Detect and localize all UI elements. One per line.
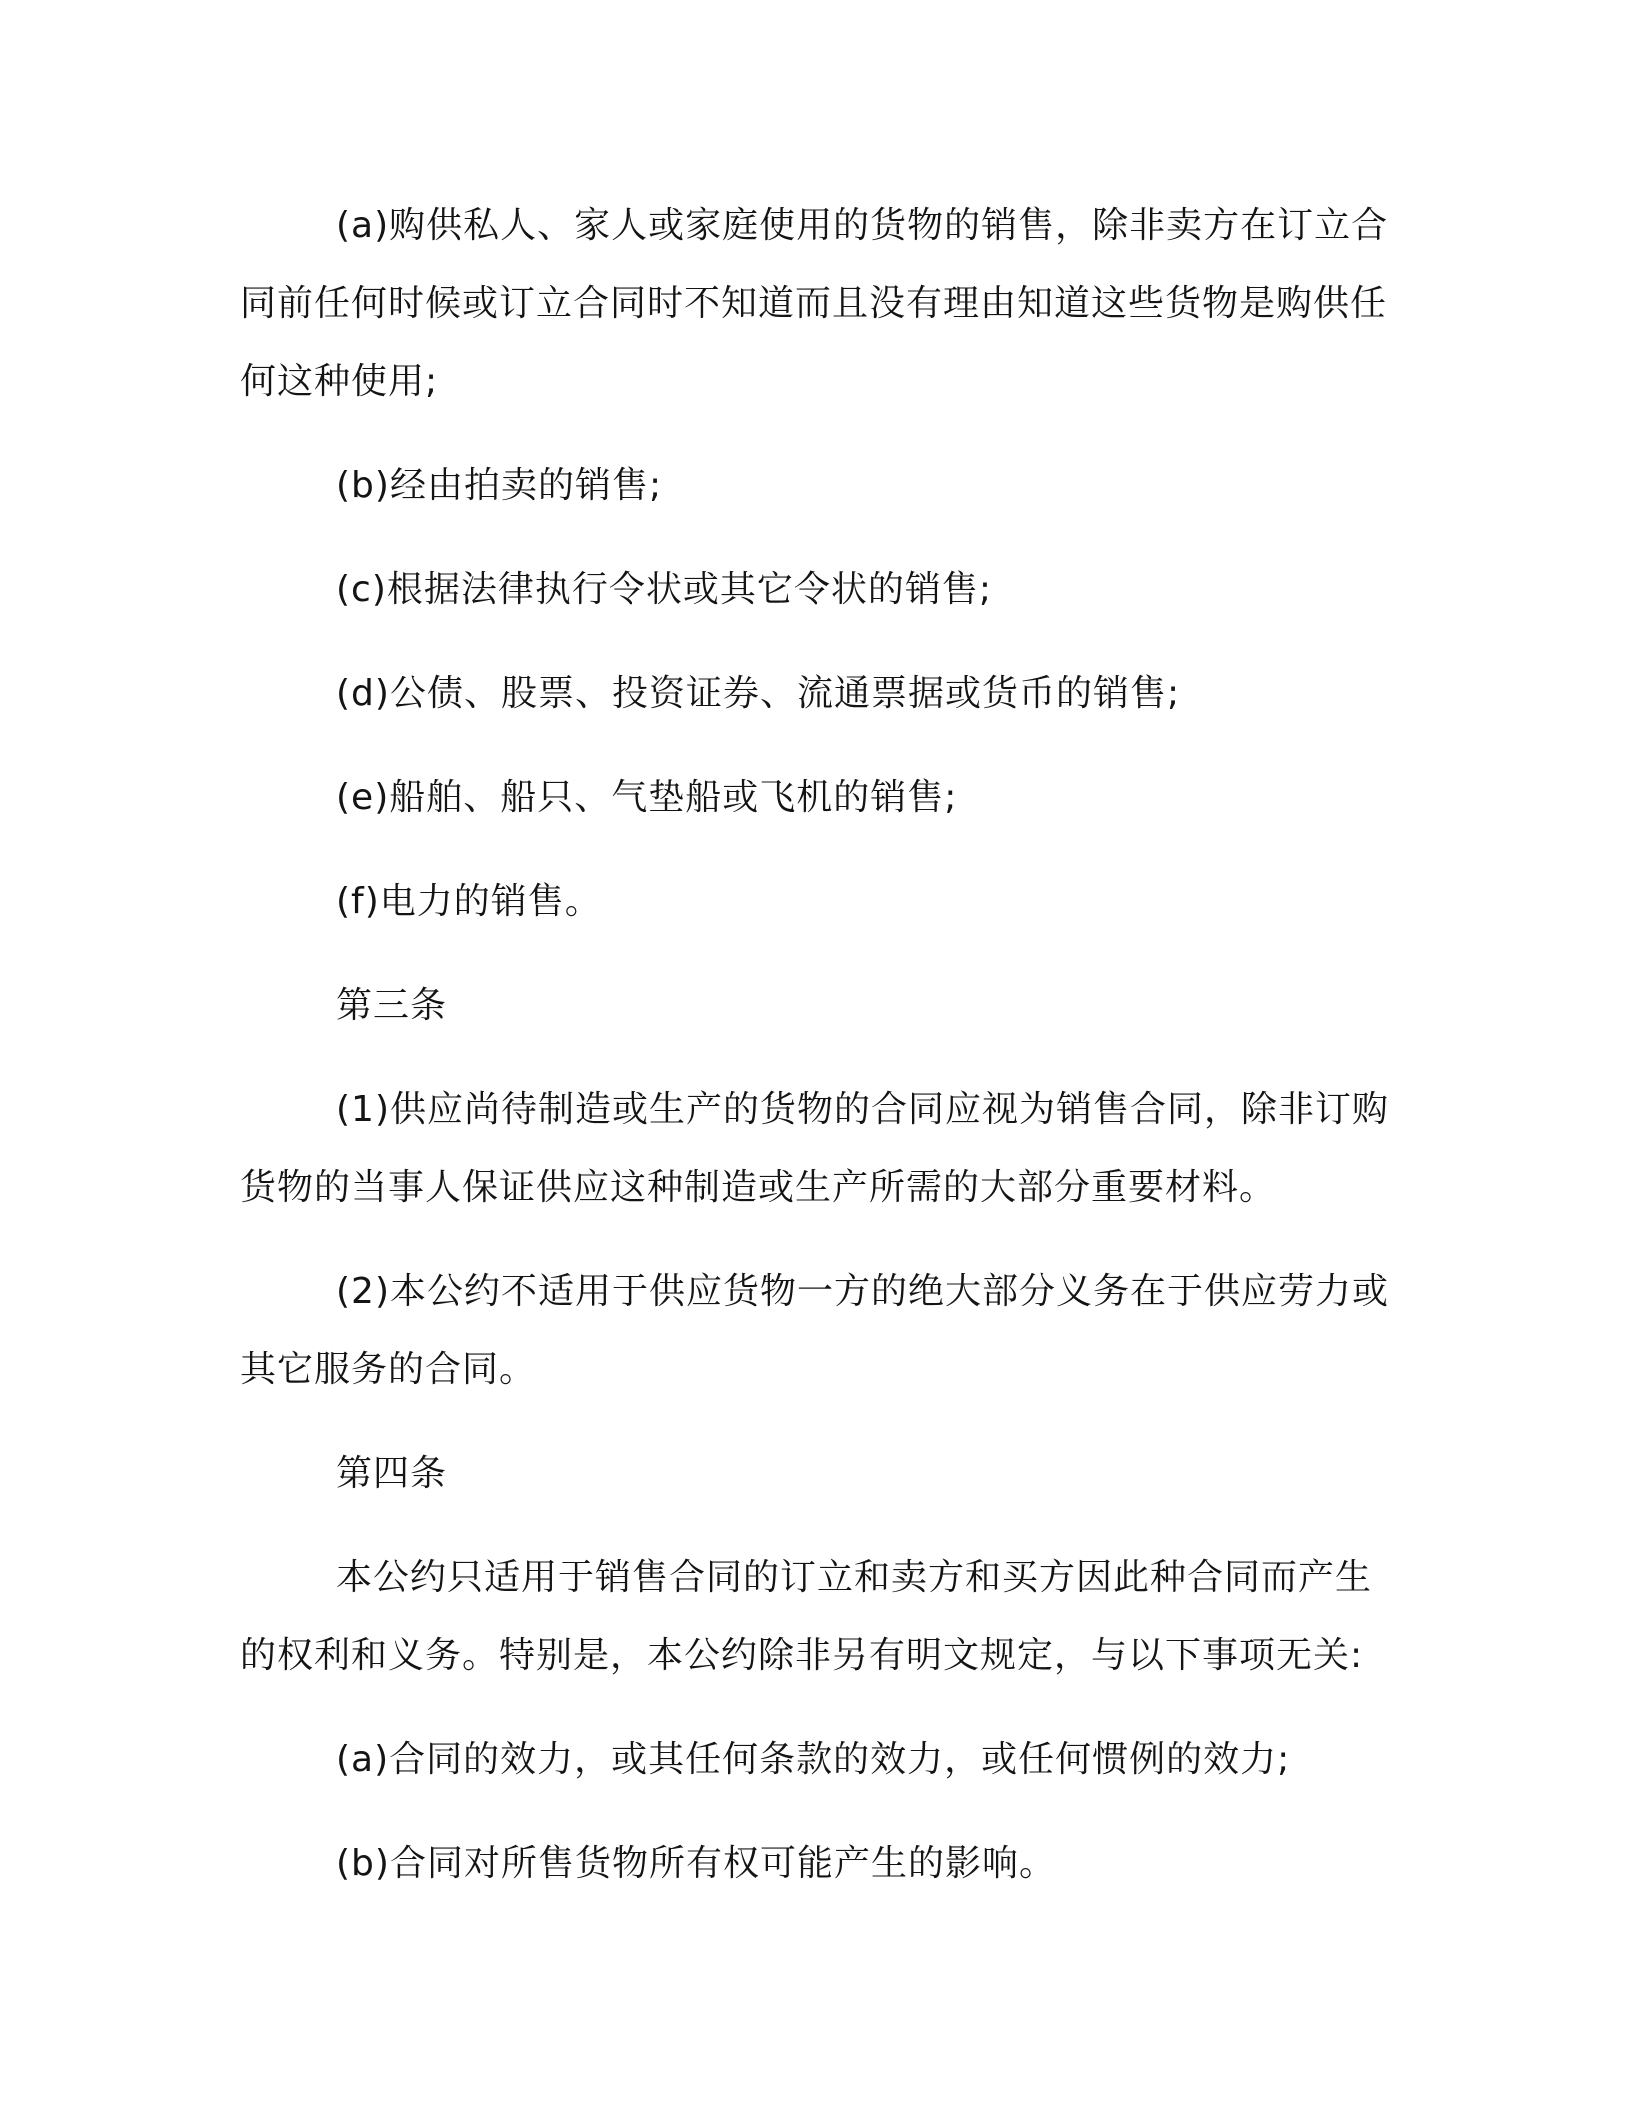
- article-4-intro: 本公约只适用于销售合同的订立和卖方和买方因此种合同而产生的权利和义务。特别是，本公约除非另有明文规定，与以下事项无关:: [240, 1557, 1373, 1676]
- paragraph-d-securities: (d)公债、股票、投资证券、流通票据或货币的销售;: [336, 673, 1181, 714]
- document-body: [240, 187, 1390, 1929]
- article-3-heading: 第三条: [336, 985, 448, 1026]
- paragraph-c-writ: (c)根据法律执行令状或其它令状的销售;: [336, 569, 993, 610]
- paragraph-e-ships: (e)船舶、船只、气垫船或飞机的销售;: [336, 777, 958, 818]
- paragraph-a-consumer-goods: (a)购供私人、家人或家庭使用的货物的销售，除非卖方在订立合同前任何时候或订立合同时不知道而且没有理由知道这些货物是购供任何这种使用;: [240, 205, 1389, 402]
- article-3-paragraph-2: (2)本公约不适用于供应货物一方的绝大部分义务在于供应劳力或其它服务的合同。: [240, 1271, 1389, 1390]
- paragraph-b-auction: (b)经由拍卖的销售;: [336, 465, 663, 506]
- paragraph-f-electricity: (f)电力的销售。: [336, 881, 602, 922]
- article-4-item-b: (b)合同对所售货物所有权可能产生的影响。: [336, 1843, 1056, 1884]
- article-4-heading: 第四条: [336, 1453, 448, 1494]
- article-3-paragraph-1: (1)供应尚待制造或生产的货物的合同应视为销售合同，除非订购货物的当事人保证供应这种制造或生产所需的大部分重要材料。: [240, 1089, 1389, 1208]
- article-4-item-a: (a)合同的效力，或其任何条款的效力，或任何惯例的效力;: [336, 1739, 1291, 1780]
